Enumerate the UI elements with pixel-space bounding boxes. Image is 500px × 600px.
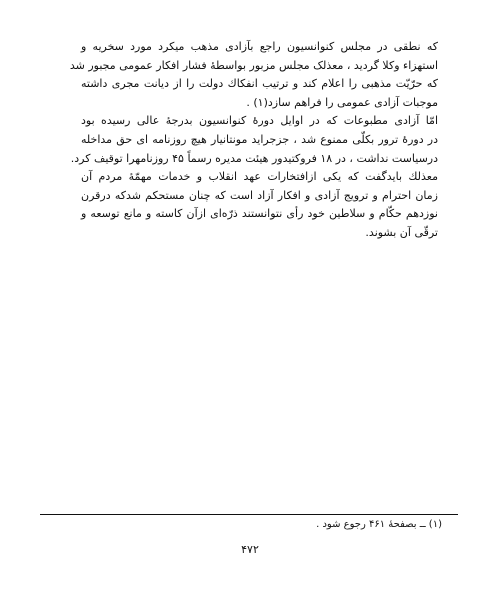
text-line-8: معذلك بايدگفت که یکی ازافتخارات عهد انقلاب و خدمات مهمّهٔ مردم آن: [81, 170, 438, 184]
text-line-7: درسیاست نداشت ، در ۱۸ فروکتیدور هیئت مدیره رسماً ۴۵ روزنامهرا توقیف کرد.: [70, 151, 438, 165]
footnote-separator: [40, 514, 458, 515]
text-line-9: زمان احترام و ترویج آزادی و افکار آزاد است که چنان مستحکم شدکه درقرن: [81, 188, 438, 202]
footnote: (۱) ــ بصفحهٔ ۴۶۱ رجوع شود .: [316, 519, 442, 530]
text-line-10: نوزدهم حکّام و سلاطین خود رأی نتوانستند ذرّه‌ای ازآن کاسته و مانع توسعه و: [81, 207, 438, 221]
text-line-4: موجبات آزادی عمومی را فراهم سازد(۱) .: [246, 95, 438, 109]
text-line-11: ترقّی آن بشوند.: [365, 225, 438, 239]
page-number: ۴۷۲: [241, 543, 259, 556]
text-line-6: در دورهٔ ترور بکلّی ممنوع شد ، جزجراید مونتانیار هیچ روزنامه ای حق مداخله: [81, 132, 438, 146]
text-line-2: استهزاء وکلا گردید ، معذلک مجلس مزبور بواسطهٔ فشار افکار عمومی مجبور شد: [69, 58, 438, 72]
main-text-block: [0, 38, 500, 243]
text-line-1: که نطقی در مجلس کنوانسیون راجع بآزادی مذهب میکرد مورد سخریه و: [81, 40, 438, 53]
text-line-3: که حرّیّت مذهبی را اعلام کند و ترتیب انفکاك دولت را از دیانت مجری داشته: [81, 77, 438, 91]
text-line-5: امّا آزادی مطبوعات که در اوایل دورهٔ کنوانسیون بدرجهٔ عالی رسیده بود: [81, 114, 438, 128]
